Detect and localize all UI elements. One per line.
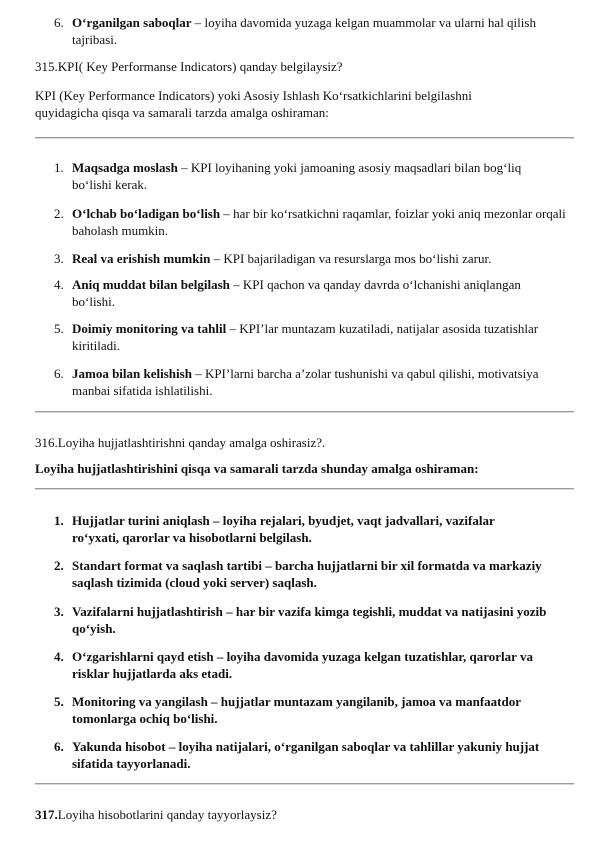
list-item: [72, 276, 567, 310]
list-item: [72, 159, 562, 193]
divider: [35, 411, 574, 413]
list-item-term: Aniq muddat bilan belgilash: [72, 277, 230, 292]
list-item-term: Doimiy monitoring va tahlil: [72, 321, 227, 336]
list-item: [72, 320, 574, 354]
list-number: 6.: [54, 15, 64, 30]
list-item-desc: – har bir ko‘rsatkichni raqamlar, foizlar yoki aniq mezonlar orqali baholash mumkin.: [72, 206, 566, 238]
list-item: [72, 250, 574, 267]
divider: [35, 137, 574, 139]
list-number: 2.: [54, 558, 64, 573]
question-317-text: Loyiha hisobotlarini qanday tayyorlaysiz?: [57, 807, 277, 822]
question-315: 315.KPI( Key Performanse Indicators) qanday belgilaysiz?: [35, 59, 343, 74]
list-item: [72, 205, 574, 239]
list-item-desc: – KPI qachon va qanday davrda o‘lchanishi aniqlangan bo‘lishi.: [72, 277, 521, 309]
list-item-term: O‘lchab bo‘ladigan bo‘lish: [72, 206, 221, 221]
question-316: 316.Loyiha hujjatlashtirishni qanday amalga oshirasiz?.: [35, 435, 326, 450]
list-item: O‘zgarishlarni qayd etish – loyiha davomida yuzaga kelgan tuzatishlar, qarorlar va risklar hujjatlarda aks etadi.: [72, 649, 533, 681]
list-item-term: Real va erishish mumkin: [72, 251, 211, 266]
list-item-term: Jamoa bilan kelishish: [72, 366, 192, 381]
question-315-intro: KPI (Key Performance Indicators) yoki Asosiy Ishlash Ko‘rsatkichlarini belgilashni quyidagicha qisqa va samarali tarzda amalga oshiraman:: [35, 88, 472, 120]
list-number: 1.: [54, 160, 64, 175]
list-number: 5.: [54, 321, 64, 336]
list-item: [72, 14, 574, 48]
list-number: 4.: [54, 649, 64, 664]
list-item-desc: – KPI’lar muntazam kuzatiladi, natijalar asosida tuzatishlar kiritiladi.: [72, 321, 539, 353]
list-item-desc: – KPI loyihaning yoki jamoaning asosiy maqsadlari bilan bog‘liq bo‘lishi kerak.: [72, 160, 522, 192]
list-item: Vazifalarni hujjatlashtirish – har bir vazifa kimga tegishli, muddat va natijasini yozib qo‘yish.: [72, 604, 547, 636]
list-number: 4.: [54, 277, 64, 292]
list-number: 3.: [54, 251, 64, 266]
list-number: 2.: [54, 206, 64, 221]
list-number: 6.: [54, 366, 64, 381]
list-item: Hujjatlar turini aniqlash – loyiha rejalari, byudjet, vaqt jadvallari, vazifalar ro‘yxati, qarorlar va hisobotlarni belgilash.: [72, 513, 495, 545]
list-number: 3.: [54, 604, 64, 619]
list-item-term: O‘rganilgan saboqlar: [72, 15, 192, 30]
list-item: Standart format va saqlash tartibi – barcha hujjatlarni bir xil formatda va markaziy saqlash tizimida (cloud yoki server) saqlash.: [72, 558, 542, 590]
question-316-intro: Loyiha hujjatlashtirishini qisqa va samarali tarzda shunday amalga oshiraman:: [35, 461, 479, 476]
list-number: 5.: [54, 694, 64, 709]
question-317-number: 317.: [35, 807, 58, 822]
divider: [35, 783, 574, 785]
list-item: Yakunda hisobot – loyiha natijalari, o‘rganilgan saboqlar va tahlillar yakuniy hujjat sifatida tayyorlanadi.: [72, 739, 540, 771]
list-item-desc: – loyiha davomida yuzaga kelgan muammolar va ularni hal qilish tajribasi.: [72, 15, 536, 47]
list-number: 6.: [54, 739, 64, 754]
list-number: 1.: [54, 513, 64, 528]
list-item: Monitoring va yangilash – hujjatlar muntazam yangilanib, jamoa va manfaatdor tomonlarga ochiq bo‘lishi.: [72, 694, 521, 726]
list-item-term: Maqsadga moslash: [72, 160, 178, 175]
divider: [35, 488, 574, 490]
question-317: [35, 806, 575, 823]
list-item-desc: – KPI’larni barcha a’zolar tushunishi va qabul qilishi, motivatsiya manbai sifatida ishlatilishi.: [72, 366, 539, 398]
list-item: [72, 365, 574, 399]
list-item-desc: – KPI bajariladigan va resurslarga mos bo‘lishi zarur.: [210, 251, 492, 266]
